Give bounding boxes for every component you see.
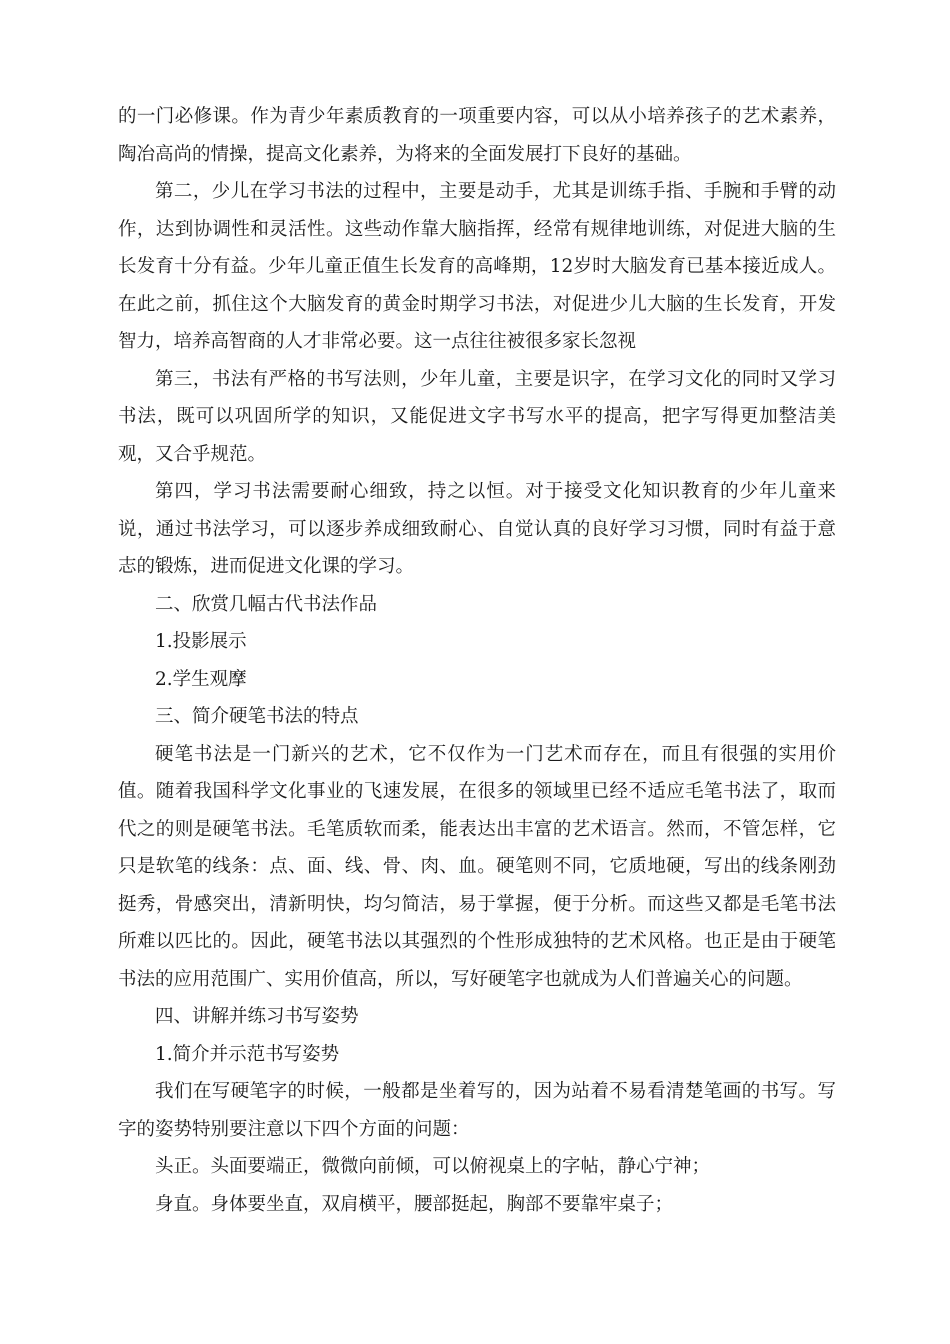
list-item-posture-demo: 1.简介并示范书写姿势: [155, 1043, 340, 1065]
paragraph-body-straight: 身直。身体要坐直，双肩横平，腰部挺起，胸部不要靠牢桌子；: [155, 1193, 674, 1215]
paragraph-point-three: 第三，书法有严格的书写法则，少年儿童，主要是识字，在学习文化的同时又学习书法，既可以巩固所学的知识，又能促进文字书写水平的提高，把字写得更加整洁美观，又合乎规范。: [118, 368, 836, 465]
section-heading-two: 二、欣赏几幅古代书法作品: [155, 593, 378, 615]
paragraph-point-two: 第二，少儿在学习书法的过程中，主要是动手，尤其是训练手指、手腕和手臂的动作，达到协调性和灵活性。这些动作靠大脑指挥，经常有规律地训练，对促进大脑的生长发育十分有益。少年儿童正值生长发育的高峰期，12岁时大脑发育已基本接近成人。在此之前，抓住这个大脑发育的黄金时期学习书法，对促进少儿大脑的生长发育，开发智力，培养高智商的人才非常必要。这一点往往被很多家长忽视: [118, 181, 836, 352]
paragraph-point-four: 第四，学习书法需要耐心细致，持之以恒。对于接受文化知识教育的少年儿童来说，通过书法学习，可以逐步养成细致耐心、自觉认真的良好学习习惯，同时有益于意志的锻炼，进而促进文化课的学习。: [118, 481, 836, 577]
paragraph-head-straight: 头正。头面要端正，微微向前倾，可以俯视桌上的字帖，静心宁神；: [155, 1156, 711, 1177]
document-page: [118, 98, 836, 1223]
section-heading-three: 三、简介硬笔书法的特点: [155, 706, 359, 727]
paragraph-posture-intro: 我们在写硬笔字的时候，一般都是坐着写的，因为站着不易看清楚笔画的书写。写字的姿势特别要注意以下四个方面的问题：: [118, 1081, 836, 1140]
paragraph-continuation: 的一门必修课。作为青少年素质教育的一项重要内容，可以从小培养孩子的艺术素养，陶冶高尚的情操，提高文化素养，为将来的全面发展打下良好的基础。: [118, 106, 836, 165]
list-item-observe: 2.学生观摩: [155, 668, 247, 690]
list-item-projection: 1.投影展示: [155, 631, 247, 652]
section-heading-four: 四、讲解并练习书写姿势: [155, 1006, 359, 1027]
paragraph-hard-pen-intro: 硬笔书法是一门新兴的艺术，它不仅作为一门艺术而存在，而且有很强的实用价值。随着我国科学文化事业的飞速发展，在很多的领域里已经不适应毛笔书法了，取而代之的则是硬笔书法。毛笔质软而柔，能表达出丰富的艺术语言。然而，不管怎样，它只是软笔的线条：点、面、线、骨、肉、血。硬笔则不同，它质地硬，写出的线条刚劲挺秀，骨感突出，清新明快，均匀简洁，易于掌握，便于分析。而这些又都是毛笔书法所难以匹比的。因此，硬笔书法以其强烈的个性形成独特的艺术风格。也正是由于硬笔书法的应用范围广、实用价值高，所以，写好硬笔字也就成为人们普遍关心的问题。: [118, 743, 836, 990]
